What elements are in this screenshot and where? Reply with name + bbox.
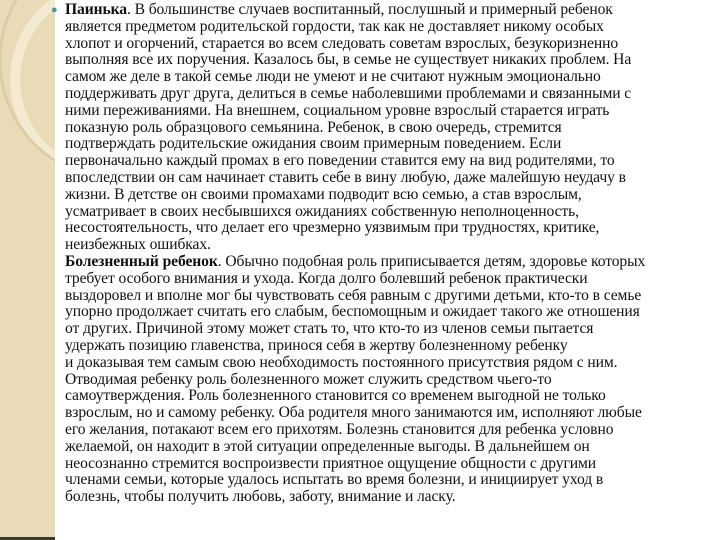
- text-line: взрослым, но и самому ребенку. Оба родителя много занимаются им, исполняют любые: [65, 404, 642, 422]
- text-segment: . Обычно подобная роль приписывается детям, здоровье которых: [217, 252, 646, 270]
- role-term: Болезненный ребенок: [65, 252, 218, 270]
- text-line: неизбежных ошибках.: [65, 236, 211, 254]
- paragraph-first-line: [65, 254, 715, 271]
- text-line: хлопот и огорчений, старается во всем следовать советам взрослых, безукоризненно: [65, 34, 619, 52]
- text-line: подтверждать родительские ожидания своим примерным поведением. Если: [65, 135, 562, 153]
- text-line: самоутверждения. Роль болезненного становится со временем выгодной не только: [65, 387, 606, 405]
- text-line: выполняя все их поручения. Казалось бы, в семье не существует никаких проблем. На: [65, 51, 632, 69]
- decorative-arcs: [0, 0, 55, 540]
- text-line: неосознанно стремится воспроизвести приятное ощущение общности с другими: [65, 454, 597, 472]
- text-line: желаемой, он находит в этой ситуации определенные выгоды. В дальнейшем он: [65, 437, 590, 455]
- text-line: от других. Причиной этому может стать то, что кто-то из членов семьи пытается: [65, 320, 594, 338]
- text-line: Отводимая ребенку роль болезненного может служить средством чьего-то: [65, 370, 552, 388]
- bullet-icon: ●: [51, 4, 58, 16]
- text-line: несостоятельность, что делает его чрезмерно уязвимым при трудностях, критике,: [65, 219, 600, 237]
- paragraph-first-line: [65, 2, 715, 19]
- text-line: самом же деле в такой семье люди не умеют и не считают нужным эмоционально: [65, 68, 601, 86]
- text-line: впоследствии он сам начинает ставить себе в вину любую, даже малейшую неудачу в: [65, 168, 626, 186]
- text-line: болезнь, чтобы получить любовь, заботу, внимание и ласку.: [65, 488, 456, 506]
- decorative-side-strip: [0, 0, 55, 540]
- text-line: выздоровел и вполне мог бы чувствовать себя равным с другими детьми, кто-то в семье: [65, 286, 642, 304]
- text-line: поддерживать друг друга, делиться в семье наболевшими проблемами и связанными с: [65, 84, 632, 102]
- role-term: Паинька: [65, 1, 127, 18]
- text-line: удержать позицию главенства, принося себя в жертву болезненному ребенку: [65, 336, 568, 354]
- text-line: первоначально каждый промах в его поведении ставится ему на вид родителями, то: [65, 152, 615, 170]
- text-line: ними переживаниями. На внешнем, социальном уровне взрослый старается играть: [65, 101, 610, 119]
- text-line: членами семьи, которые удалось испытать во время болезни, и инициирует уход в: [65, 471, 604, 489]
- text-line: является предметом родительской гордости, так как не доставляет никому особых: [65, 17, 604, 35]
- text-line: показную роль образцового семьянина. Ребенок, в свою очередь, стремится: [65, 118, 562, 136]
- text-line: его желания, потакают всем его прихотям. Болезнь становится для ребенка условно: [65, 420, 614, 438]
- slide-text: [51, 1, 715, 506]
- text-line: усматривает в своих несбывшихся ожиданиях собственную неполноценность,: [65, 202, 579, 220]
- text-line: упорно продолжает считать его слабым, беспомощным и ожидает такого же отношения: [65, 303, 640, 321]
- arc: [15, 0, 55, 175]
- text-line: требует особого внимания и ухода. Когда долго болевший ребенок практически: [65, 269, 588, 287]
- text-line: жизни. В детстве он своими промахами подводит всю семью, а став взрослым,: [65, 185, 582, 203]
- text-segment: . В большинстве случаев воспитанный, послушный и примерный ребенок: [127, 1, 613, 18]
- text-line: и доказывая тем самым свою необходимость постоянного присутствия рядом с ним.: [65, 353, 618, 371]
